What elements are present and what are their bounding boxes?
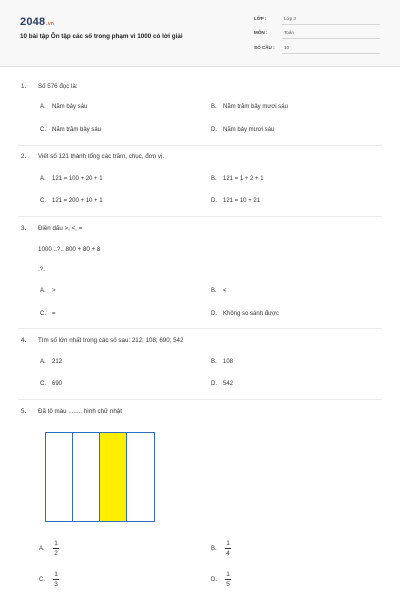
q3-expression: 1000 ..?.. 800 + 80 + 8 xyxy=(38,246,101,253)
meta-class-underline xyxy=(282,24,380,25)
q3-option-b-text: < xyxy=(223,288,227,294)
q5-option-c-denominator: 3 xyxy=(54,581,58,588)
meta-count-underline xyxy=(282,53,380,54)
q5-option-d-fraction xyxy=(225,571,231,588)
question-divider xyxy=(18,328,382,329)
q5-option-b-denominator: 4 xyxy=(226,550,230,557)
q4-option-d-letter: D. xyxy=(211,381,217,387)
fraction-bar xyxy=(225,579,231,580)
q5-option-b-fraction xyxy=(225,540,231,557)
q3-option-b[interactable] xyxy=(211,288,227,294)
q5-option-b-numerator: 1 xyxy=(226,540,230,547)
q2-option-b[interactable] xyxy=(211,176,264,182)
fraction-bar xyxy=(225,548,231,549)
q1-option-d[interactable] xyxy=(211,127,274,133)
q3-option-a-letter: A. xyxy=(40,288,46,294)
question-2-text: Viết số 121 thành tổng các trăm, chục, đơn vị. xyxy=(38,153,165,160)
q4-option-a-text: 212 xyxy=(52,359,63,365)
meta-count-value: 10 xyxy=(284,45,290,50)
q3-option-d-text: Không so sánh được xyxy=(223,311,279,317)
question-5-text: Đã tô màu ........ hình chữ nhật xyxy=(38,408,122,415)
q1-option-b[interactable] xyxy=(211,104,288,110)
q2-option-b-letter: B. xyxy=(211,176,217,182)
fraction-bar xyxy=(53,579,59,580)
q3-option-c-letter: C. xyxy=(40,311,46,317)
question-1-number: 1. xyxy=(21,83,27,90)
q5-option-c-letter: C. xyxy=(39,577,45,583)
worksheet-title: 10 bài tập Ôn tập các số trong phạm vi 1000 có lời giải xyxy=(20,33,183,40)
q2-option-a-text: 121 = 100 + 20 + 1 xyxy=(52,176,103,182)
question-1-text: Số 576 đọc là: xyxy=(38,83,78,90)
meta-class-value: Lớp 3 xyxy=(284,16,296,21)
q5-option-a-numerator: 1 xyxy=(54,540,58,547)
q2-option-d[interactable] xyxy=(211,198,260,204)
q5-option-a-denominator: 2 xyxy=(54,550,58,557)
q1-option-b-text: Năm trăm bảy mươi sáu xyxy=(223,104,288,110)
q3-blank-hint: .?. xyxy=(38,266,45,273)
q3-option-a-text: > xyxy=(52,288,56,294)
question-divider xyxy=(18,216,382,217)
q2-option-d-letter: D. xyxy=(211,198,217,204)
question-divider xyxy=(18,145,382,146)
q5-option-c-fraction xyxy=(53,571,59,588)
q3-option-c[interactable] xyxy=(40,311,56,317)
q5-option-d-denominator: 5 xyxy=(226,581,230,588)
question-divider xyxy=(18,399,382,400)
q4-option-d[interactable] xyxy=(211,381,233,387)
q4-option-c[interactable] xyxy=(40,381,62,387)
site-logo[interactable] xyxy=(20,16,54,28)
question-3-text: Điền dấu >, <, = xyxy=(38,225,83,232)
q5-option-c-numerator: 1 xyxy=(54,571,58,578)
meta-count-label: SỐ CÂU : xyxy=(254,45,275,50)
q2-option-c-letter: C. xyxy=(40,198,46,204)
meta-subject-value: Toán xyxy=(284,30,294,35)
meta-class-label: LỚP : xyxy=(254,16,267,21)
q3-option-a[interactable] xyxy=(40,288,56,294)
q2-option-c[interactable] xyxy=(40,198,103,204)
question-3 xyxy=(21,225,82,232)
question-3-number: 3. xyxy=(21,225,27,232)
q4-option-c-letter: C. xyxy=(40,381,46,387)
shaded-part xyxy=(99,432,128,522)
question-4-number: 4. xyxy=(21,337,27,344)
question-1 xyxy=(21,83,78,90)
q2-option-d-text: 121 = 10 + 21 xyxy=(223,198,261,204)
question-4 xyxy=(21,337,183,344)
q1-option-a-text: Năm bảy sáu xyxy=(52,104,88,110)
q2-option-a-letter: A. xyxy=(40,176,46,182)
question-2 xyxy=(21,153,164,160)
rectangle-fraction-diagram xyxy=(45,432,155,522)
q1-option-d-letter: D. xyxy=(211,127,217,133)
question-4-text: Tìm số lớn nhất trong các số sau: 212; 108; 690; 542 xyxy=(38,337,184,344)
meta-class xyxy=(254,14,380,26)
q2-option-b-text: 121 = 1 + 2 + 1 xyxy=(223,176,264,182)
logo-text: 2048 xyxy=(20,16,46,28)
q4-option-b-letter: B. xyxy=(211,359,217,365)
q1-option-a[interactable] xyxy=(40,104,87,110)
q5-option-a-letter: A. xyxy=(39,546,45,552)
q3-option-b-letter: B. xyxy=(211,288,217,294)
q4-option-a[interactable] xyxy=(40,359,62,365)
q1-option-b-letter: B. xyxy=(211,104,217,110)
worksheet-header xyxy=(0,0,400,67)
q2-option-a[interactable] xyxy=(40,176,103,182)
rectangle-part xyxy=(126,432,155,522)
q1-option-a-letter: A. xyxy=(40,104,46,110)
q1-option-d-text: Năm bảy mươi sáu xyxy=(223,127,275,133)
q3-option-c-text: = xyxy=(52,311,56,317)
q3-option-d-letter: D. xyxy=(211,311,217,317)
fraction-bar xyxy=(53,548,59,549)
meta-count xyxy=(254,43,380,55)
q5-option-d-letter: D. xyxy=(211,577,217,583)
question-2-number: 2. xyxy=(21,153,27,160)
q4-option-d-text: 542 xyxy=(223,381,234,387)
meta-subject xyxy=(254,28,380,40)
q2-option-c-text: 121 = 200 + 10 + 1 xyxy=(52,198,103,204)
q5-option-d-numerator: 1 xyxy=(226,571,230,578)
question-5 xyxy=(21,408,122,415)
meta-subject-underline xyxy=(282,38,380,39)
q5-option-a-fraction xyxy=(53,540,59,557)
logo-domain: .vn xyxy=(46,21,55,27)
q1-option-c[interactable] xyxy=(40,127,101,133)
q4-option-a-letter: A. xyxy=(40,359,46,365)
q5-option-b-letter: B. xyxy=(211,546,217,552)
q4-option-c-text: 690 xyxy=(52,381,63,387)
rectangle-part xyxy=(45,432,74,522)
rectangle-part xyxy=(72,432,101,522)
meta-subject-label: MÔN : xyxy=(254,30,268,35)
q4-option-b[interactable] xyxy=(211,359,233,365)
question-5-number: 5. xyxy=(21,408,27,415)
q3-option-d[interactable] xyxy=(211,311,279,317)
q1-option-c-text: Năm trăm bảy sáu xyxy=(52,127,102,133)
q4-option-b-text: 108 xyxy=(223,359,234,365)
q1-option-c-letter: C. xyxy=(40,127,46,133)
